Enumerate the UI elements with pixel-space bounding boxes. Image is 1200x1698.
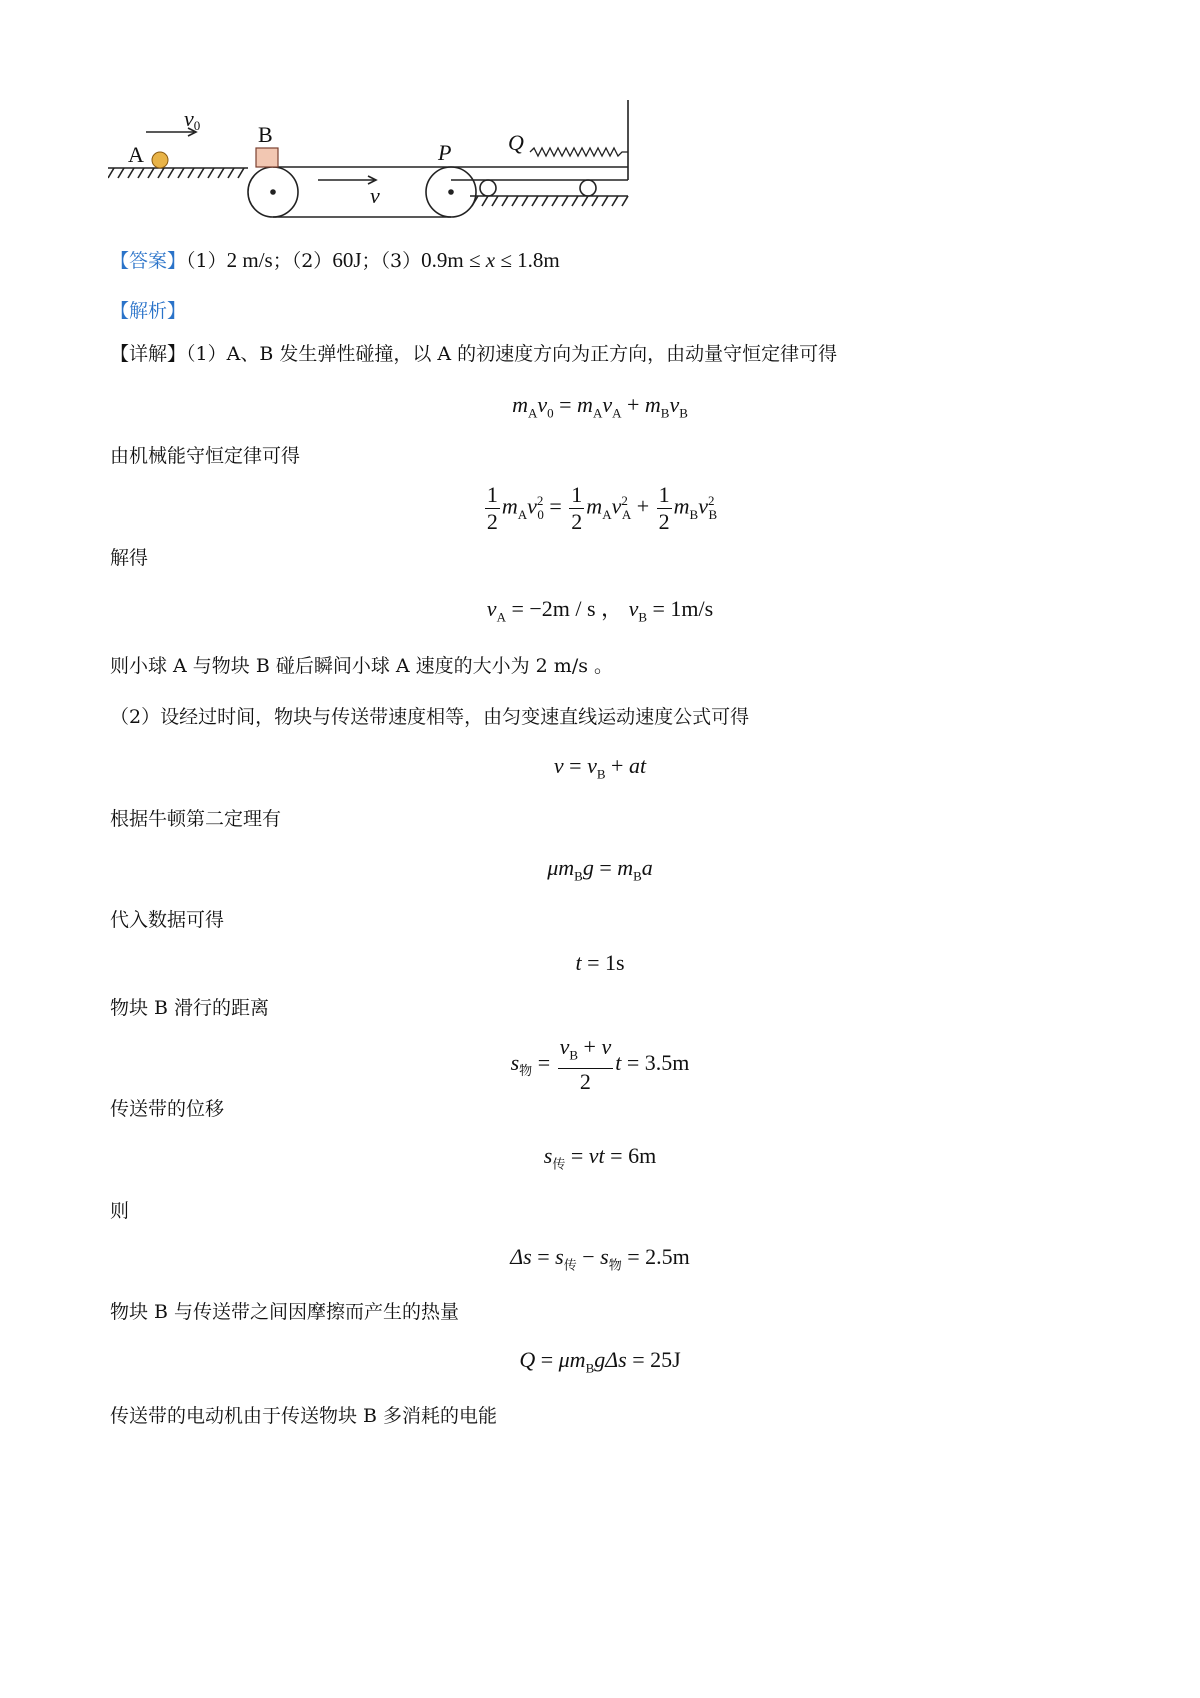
answer-line: 【答案】（1）2 m/s；（2）60J；（3）0.9m ≤ x ≤ 1.8m: [110, 248, 560, 272]
eq-s-obj: $s_物$ = $\frac{v_B + v}{2}$ t = 3.5m: [510, 1034, 690, 1095]
roller-right: [580, 180, 596, 196]
text-energy: 由机械能守恒定律可得: [110, 445, 301, 467]
eq-newton: $\mu m_Bg = m_Ba$: [547, 855, 653, 884]
eq-s-belt: $s_传$ = vt = 6m: [543, 1143, 657, 1172]
text-solve: 解得: [110, 547, 149, 569]
bottom-ground-hatch: [472, 196, 628, 206]
text-substitute: 代入数据可得: [110, 909, 225, 931]
ball-a: [152, 152, 168, 168]
answer-1: 2 m/s: [226, 248, 273, 272]
eq-solution: $v_A = -2m / s$ ， $v_B = 1m/s$: [486, 596, 714, 625]
eq-momentum: $m_Av_0 = m_Av_A + m_Bv_B$: [512, 392, 688, 421]
text-distance-b: 物块 B 滑行的距离: [110, 997, 270, 1019]
text-heat: 物块 B 与传送带之间因摩擦而产生的热量: [110, 1301, 460, 1323]
eq-velocity: $v = v_B$ + at: [553, 753, 647, 782]
label-b: B: [258, 122, 273, 147]
text-belt-disp: 传送带的位移: [110, 1098, 225, 1120]
text-newton: 根据牛顿第二定理有: [110, 808, 282, 830]
text-result1: 则小球 A 与物块 B 碰后瞬间小球 A 速度的大小为 2 m/s 。: [110, 655, 614, 677]
eq-energy: $\frac{1}{2}$ $m_Av^2_0$ = $\frac{1}{2}$ $m_Av^2_A$ + $\frac{1}{2}$ $m_Bv^2_B$: [486, 482, 718, 534]
label-v0: v0: [184, 106, 201, 133]
label-p: P: [438, 140, 452, 165]
answer-2: 60J: [332, 248, 362, 272]
text-part2: （2）设经过时间，物块与传送带速度相等，由匀变速直线运动速度公式可得: [110, 706, 750, 728]
analysis-heading: 【解析】: [110, 300, 187, 322]
spring: [530, 148, 628, 156]
label-a: A: [128, 142, 144, 167]
detail-line: 【详解】（1）A、B 发生弹性碰撞，以 A 的初速度方向为正方向，由动量守恒定律可得: [110, 343, 838, 365]
eq-heat: $Q = \mu m_Bg\Delta s = 25J$: [519, 1347, 681, 1376]
roller-left: [480, 180, 496, 196]
text-energy-consumed: 传送带的电动机由于传送物块 B 多消耗的电能: [110, 1405, 498, 1427]
detail-tag: 【详解】: [110, 343, 187, 365]
eq-time: t = 1s: [575, 950, 625, 975]
block-b: [256, 148, 278, 167]
conveyor-diagram: [108, 100, 708, 240]
label-q: Q: [508, 130, 524, 155]
eq-delta: $\Delta s = s_传 - s_物 = 2.5m$: [510, 1244, 690, 1273]
left-ground-hatch: [108, 168, 244, 178]
text-then: 则: [110, 1200, 130, 1222]
answer-3: 0.9m ≤ x ≤ 1.8m: [421, 248, 560, 272]
label-v: v: [370, 183, 380, 208]
answer-tag: 【答案】: [110, 250, 187, 272]
